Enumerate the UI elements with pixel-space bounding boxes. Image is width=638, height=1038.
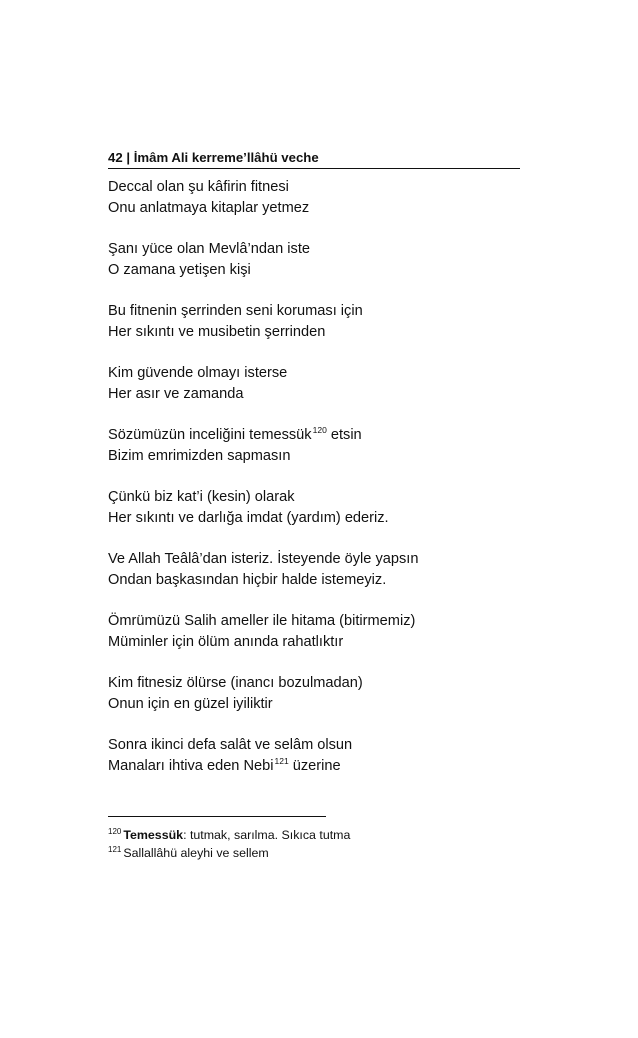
verse-line: Kim fitnesiz ölürse (inancı bozulmadan) xyxy=(108,675,363,691)
footnote-text: : tutmak, sarılma. Sıkıca tutma xyxy=(183,828,351,842)
running-title: İmâm Ali kerreme’llâhü veche xyxy=(133,150,319,165)
verse-line xyxy=(108,756,520,777)
stanza xyxy=(108,425,520,466)
verse-line: Ve Allah Teâlâ’dan isteriz. İsteyende öyle yapsın xyxy=(108,551,419,567)
footnote-reference-120[interactable]: 120 xyxy=(312,425,327,435)
stanza xyxy=(108,177,520,218)
stanza xyxy=(108,301,520,342)
stanza xyxy=(108,487,520,528)
footnote-separator xyxy=(108,816,326,817)
verse-line: Kim güvende olmayı isterse xyxy=(108,365,288,381)
verse-line: Müminler için ölüm anında rahatlıktır xyxy=(108,633,344,650)
stanza xyxy=(108,363,520,404)
verse-line: Ondan başkasından hiçbir halde istemeyiz. xyxy=(108,571,387,588)
verse-line: O zamana yetişen kişi xyxy=(108,261,251,278)
verse-text: üzerine xyxy=(288,757,341,774)
footnote-121 xyxy=(108,845,528,863)
verse-line: Her asır ve zamanda xyxy=(108,385,244,402)
header-separator: | xyxy=(126,150,131,165)
footnotes xyxy=(108,827,528,862)
verse-line: Deccal olan şu kâfirin fitnesi xyxy=(108,179,289,195)
verse-line: Onun için en güzel iyiliktir xyxy=(108,695,273,712)
stanza xyxy=(108,549,520,590)
verse-line: Sonra ikinci defa salât ve selâm olsun xyxy=(108,737,353,753)
verse-text: etsin xyxy=(326,427,362,443)
verse-line: Bizim emrimizden sapmasın xyxy=(108,447,291,464)
verse-line: Şanı yüce olan Mevlâ’ndan iste xyxy=(108,241,311,257)
stanza xyxy=(108,735,520,776)
verse-text: Manaları ihtiva eden Nebi xyxy=(108,757,274,774)
footnote-term: Temessük xyxy=(123,828,184,842)
footnote-number: 120 xyxy=(108,827,122,836)
stanza xyxy=(108,239,520,280)
verse-line: Çünkü biz kat’i (kesin) olarak xyxy=(108,489,295,505)
page-body xyxy=(108,150,520,797)
verse-line: Bu fitnenin şerrinden seni koruması için xyxy=(108,303,363,319)
verse-line: Ömrümüzü Salih ameller ile hitama (bitirmemiz) xyxy=(108,613,416,629)
verse-text: Sözümüzün inceliğini temessük xyxy=(108,427,312,443)
verse-line: Her sıkıntı ve darlığa imdat (yardım) ederiz. xyxy=(108,509,389,526)
verse-line xyxy=(108,425,520,446)
stanza xyxy=(108,673,520,714)
footnote-120 xyxy=(108,827,528,845)
page-number: 42 xyxy=(108,150,123,165)
verse-line: Her sıkıntı ve musibetin şerrinden xyxy=(108,323,326,340)
stanza xyxy=(108,611,520,652)
verse-line: Onu anlatmaya kitaplar yetmez xyxy=(108,199,310,216)
footnote-number: 121 xyxy=(108,844,122,854)
footnote-text: Sallallâhü aleyhi ve sellem xyxy=(123,845,269,860)
footnote-reference-121[interactable]: 121 xyxy=(274,755,289,766)
poem xyxy=(108,177,520,776)
running-header xyxy=(108,150,520,169)
